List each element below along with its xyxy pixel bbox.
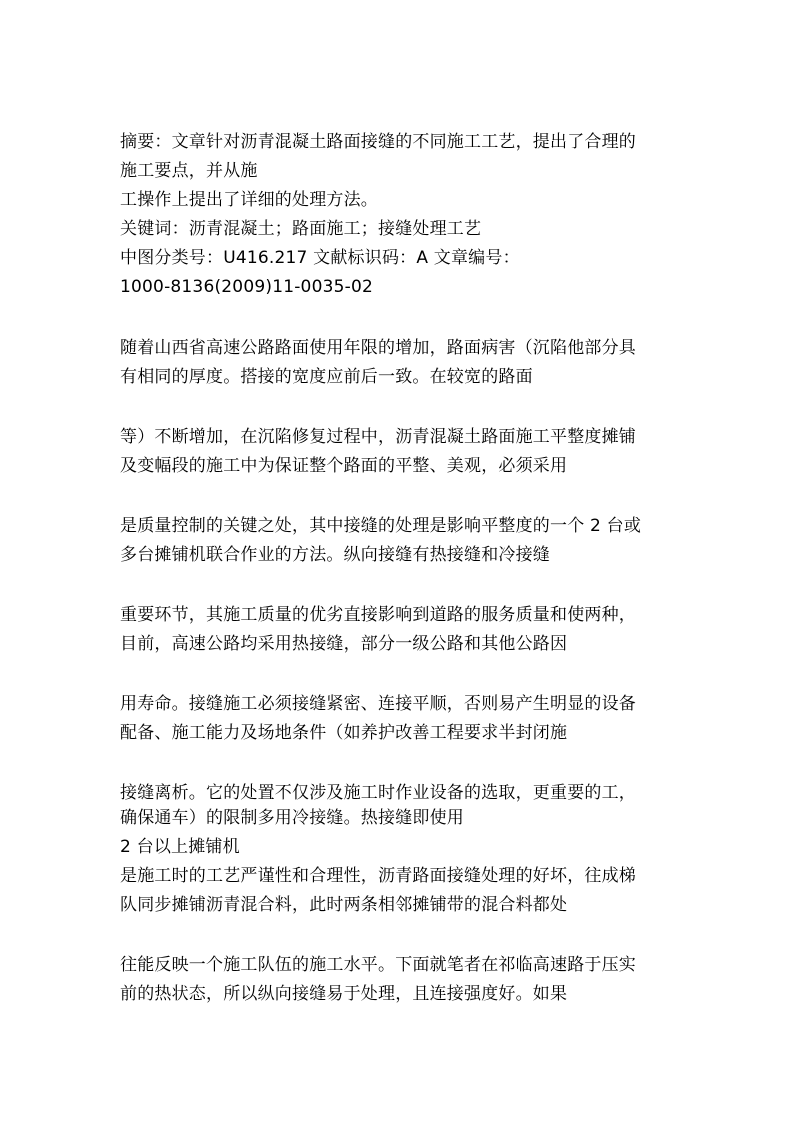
body-line-1: 随着山西省高速公路路面使用年限的增加，路面病害（沉陷他部分具 — [120, 338, 636, 358]
body-line-3: 等）不断增加，在沉陷修复过程中，沥青混凝土路面施工平整度摊铺 — [120, 427, 636, 447]
body-line-7: 重要环节，其施工质量的优劣直接影响到道路的服务质量和使两种， — [120, 605, 636, 625]
body-line-9: 用寿命。接缝施工必须接缝紧密、连接平顺，否则易产生明显的设备 — [120, 694, 636, 714]
body-line-15: 队同步摊铺沥青混合料，此时两条相邻摊铺带的混合料都处 — [120, 895, 568, 915]
body-line-16: 往能反映一个施工队伍的施工水平。下面就笔者在祁临高速路于压实 — [120, 955, 636, 975]
abstract-line-2: 施工要点，并从施 — [120, 161, 258, 181]
abstract-line-1: 摘要：文章针对沥青混凝土路面接缝的不同施工工艺，提出了合理的 — [120, 132, 636, 152]
body-line-4: 及变幅段的施工中为保证整个路面的平整、美观，必须采用 — [120, 456, 568, 476]
classification-line: 中图分类号：U416.217 文献标识码：A 文章编号： — [120, 248, 520, 268]
body-line-5: 是质量控制的关键之处，其中接缝的处理是影响平整度的一个 2 台或 — [120, 516, 642, 536]
body-line-14: 是施工时的工艺严谨性和合理性，沥青路面接缝处理的好坏，往成梯 — [120, 866, 636, 886]
body-line-8: 目前，高速公路均采用热接缝，部分一级公路和其他公路因 — [120, 634, 568, 654]
body-line-6: 多台摊铺机联合作业的方法。纵向接缝有热接缝和冷接缝 — [120, 545, 550, 565]
body-line-12: 确保通车）的限制多用冷接缝。热接缝即使用 — [120, 808, 464, 828]
body-line-2: 有相同的厚度。搭接的宽度应前后一致。在较宽的路面 — [120, 367, 533, 387]
abstract-line-3: 工操作上提出了详细的处理方法。 — [120, 190, 378, 210]
body-line-13: 2 台以上摊铺机 — [120, 837, 240, 857]
body-line-11: 接缝离析。它的处置不仅涉及施工时作业设备的选取，更重要的工， — [120, 783, 636, 803]
article-number-line: 1000-8136(2009)11-0035-02 — [120, 277, 373, 297]
body-line-17: 前的热状态，所以纵向接缝易于处理，且连接强度好。如果 — [120, 984, 568, 1004]
keywords-line: 关键词：沥青混凝土；路面施工；接缝处理工艺 — [120, 219, 482, 239]
body-line-10: 配备、施工能力及场地条件（如养护改善工程要求半封闭施 — [120, 723, 568, 743]
